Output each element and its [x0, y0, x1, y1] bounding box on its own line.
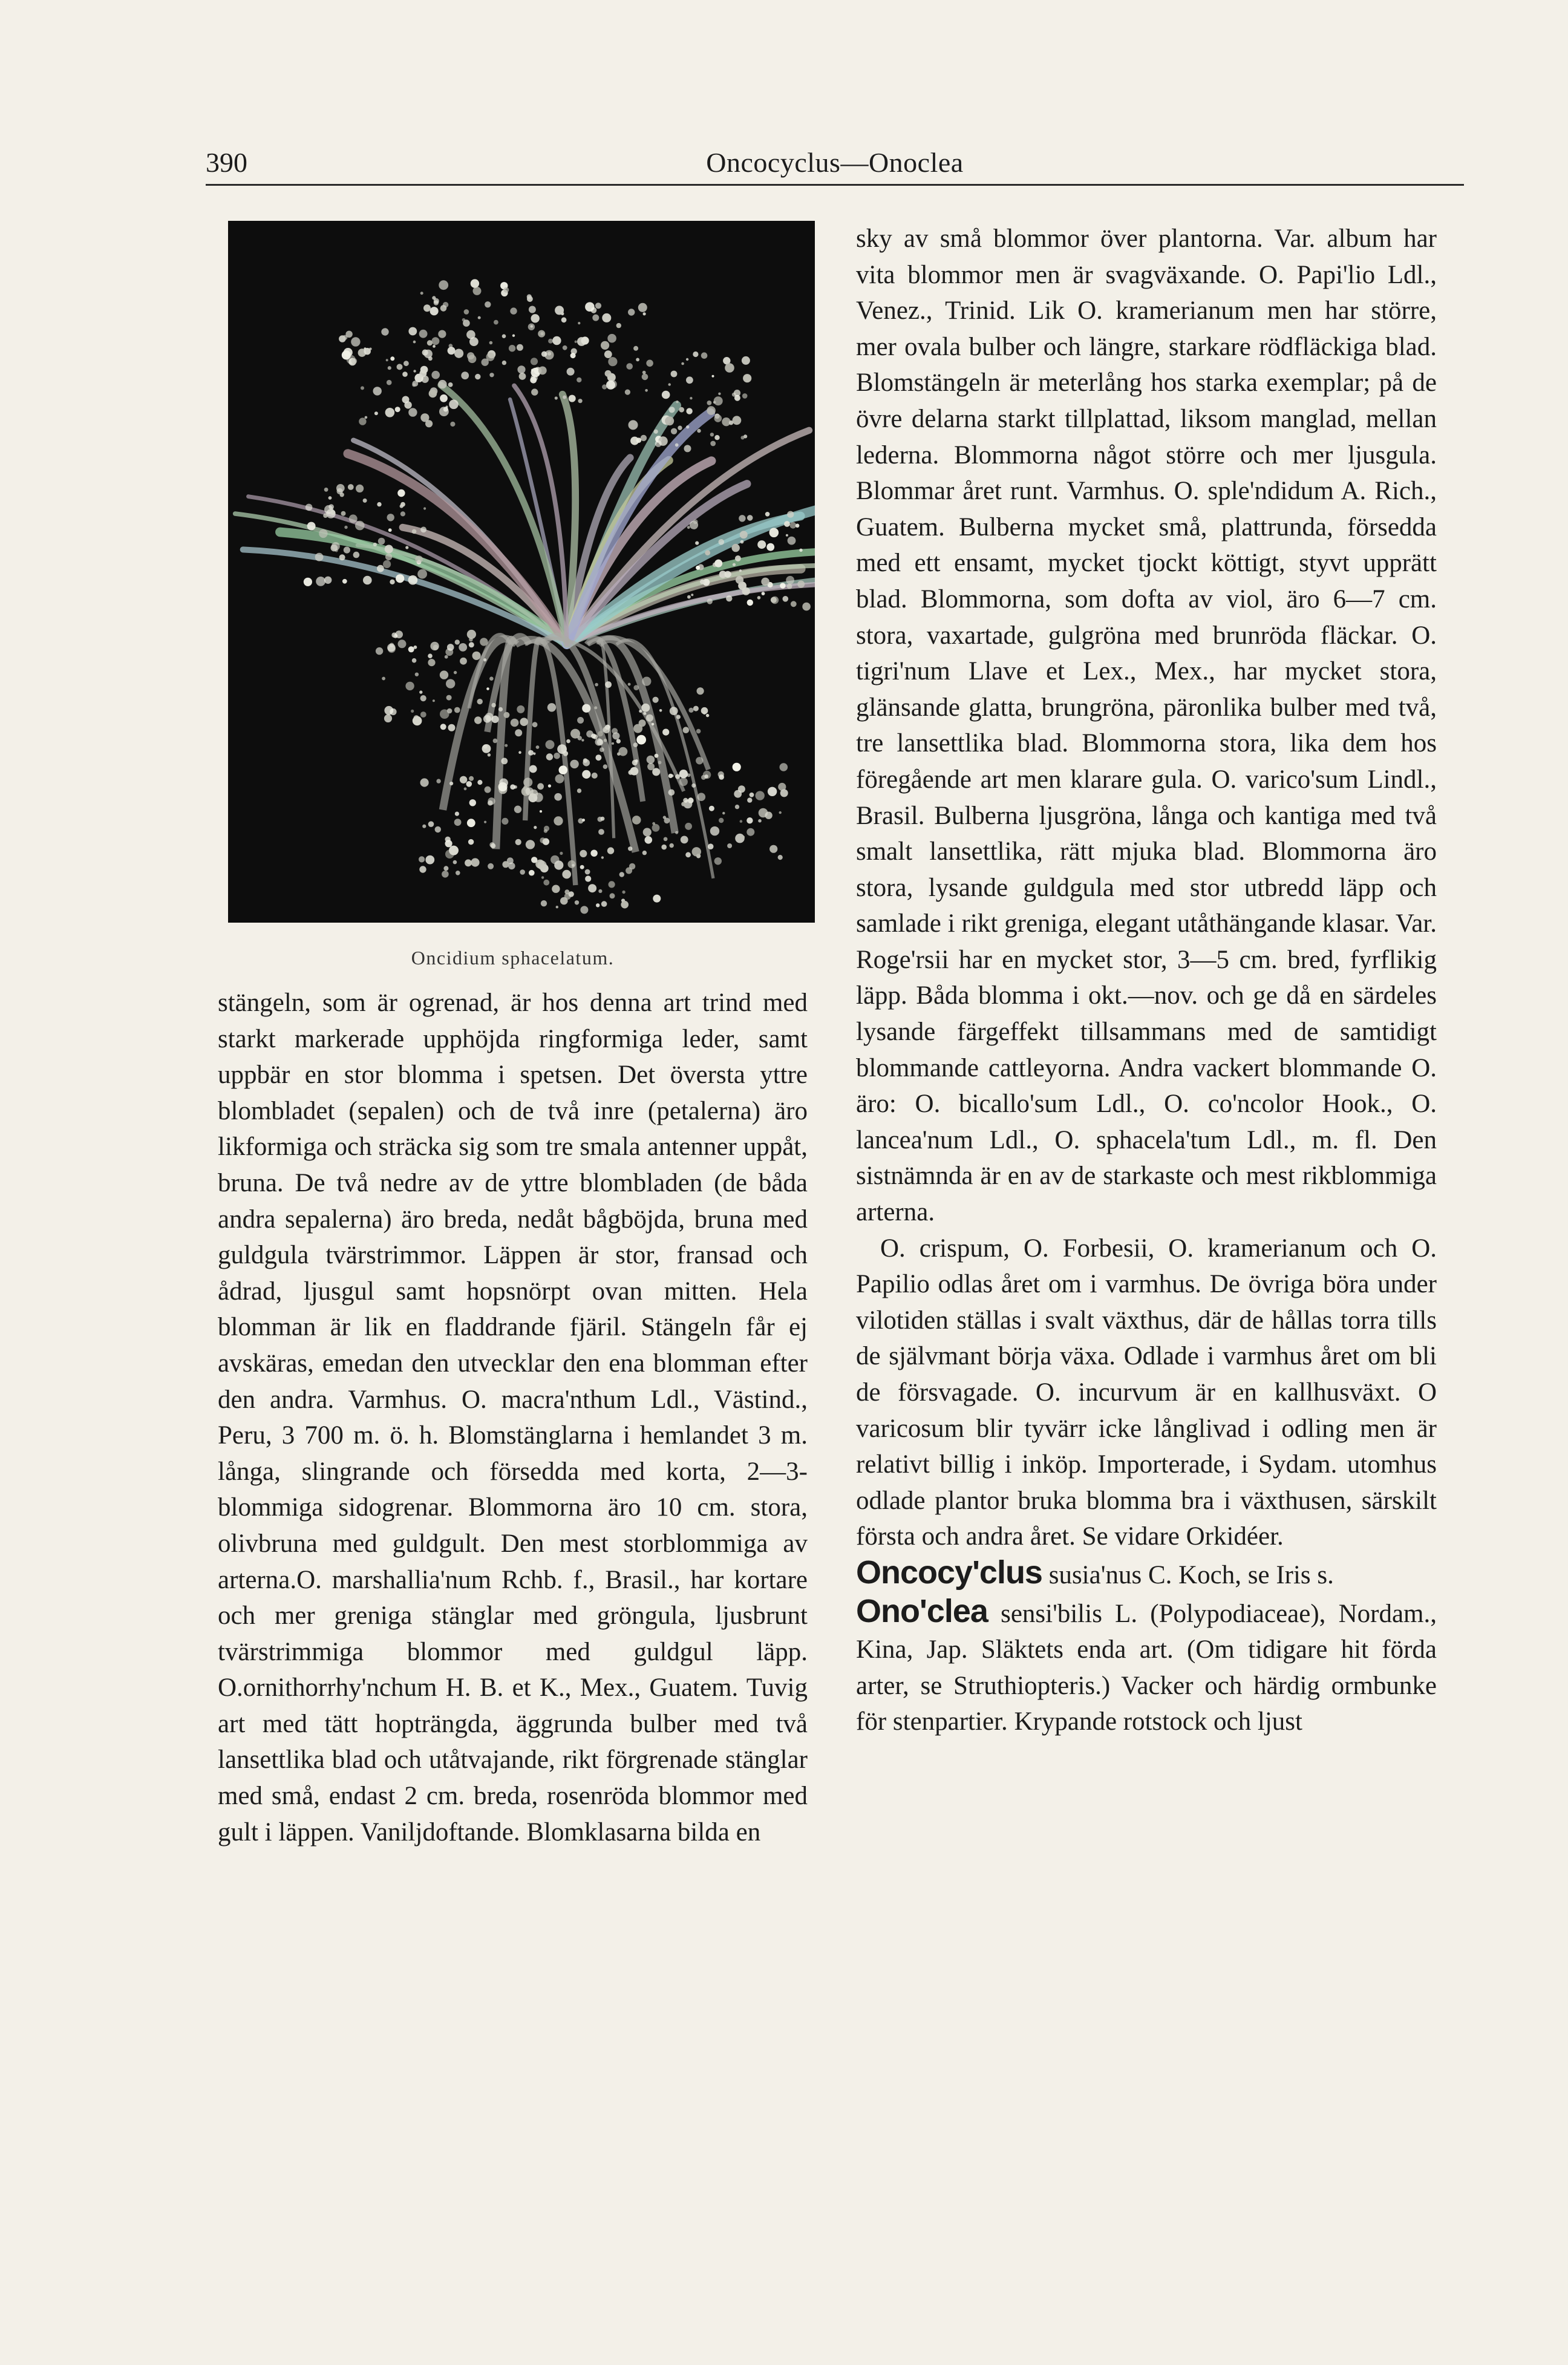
- entry-oncocyclus-text: susia'nus C. Koch, se Iris s.: [1048, 1560, 1334, 1589]
- right-column: [856, 221, 1437, 1740]
- running-head: Oncocyclus—Onoclea: [706, 147, 964, 178]
- left-column: [218, 221, 808, 1850]
- headword-onoclea: Ono'clea: [856, 1592, 988, 1629]
- entry-onoclea: [856, 1594, 1437, 1740]
- page-number: 390: [206, 147, 247, 178]
- figure-caption: Oncidium sphacelatum.: [411, 947, 615, 969]
- orchid-plant: [235, 279, 815, 914]
- headword-oncocyclus: Oncocy'clus: [856, 1554, 1042, 1591]
- entry-oncocyclus: [856, 1555, 1437, 1594]
- right-column-para-1: sky av små blommor över plantorna. Var. album har vita blommor men är svagväxande. O. Papi'lio Ldl., Venez., Trinid. Lik O. kramerianum men har större, mer ovala bulber och längre, starkare rödfläckiga blad. Blomstängeln är meterlång hos starka exemplar; på de övre delarna starkt tillplattad, liksom manglad, mellan lederna. Blommorna något större och mer ljusgula. Blommar året runt. Varmhus. O. sple'ndidum A. Rich., Guatem. Bulberna mycket små, plattrunda, försedda med ett ensamt, mycket tjockt köttigt, styvt upprätt blad. Blommorna, som dofta av viol, äro 6—7 cm. stora, vaxartade, gulgröna med brunröda fläckar. O. tigri'num Llave et Lex., Mex., har mycket stora, glänsande glatta, brungröna, päronlika bulber med två, tre lansettlika blad. Blommorna stora, lika dem hos föregående art men klarare gula. O. varico'sum Lindl., Brasil. Bulberna ljusgröna, långa och kantiga med två smalt lansettlika, rätt mjuka blad. Blommorna äro stora, lysande guldgula med stor utbredd läpp och samlade i rikt greniga, elegant utåthängande klasar. Var. Roge'rsii har en mycket stor, 3—5 cm. bred, fyrflikig läpp. Båda blomma i okt.—nov. och ge då en särdeles lysande färgeffekt tillsammans med de samtidigt blommande cattleyorna. Andra vackert blommande O. äro: O. bicallo'sum Ldl., O. co'ncolor Hook., O. lancea'num Ldl., O. sphacela'tum Ldl., m. fl. Den sistnämnda är en av de starkaste och mest rikblommiga arterna.: [856, 224, 1437, 1227]
- entry-onoclea-text: sensi'bilis L. (Polypodiaceae), Nordam., Kina, Jap. Släktets enda art. (Om tidigare hit förda arter, se Struthiopteris.) Vacker och härdig ormbunke för stenpartier. Krypande rotstock och ljust: [856, 1599, 1437, 1736]
- header-rule: [206, 184, 1464, 186]
- orchid-photo-icon: [228, 221, 815, 923]
- page-header: [206, 139, 1464, 188]
- orchid-photo-svg: [228, 221, 815, 923]
- right-column-para-2: O. crispum, O. Forbesii, O. kramerianum och O. Papilio odlas året om i varmhus. De övriga böra under vilotiden ställas i svalt växthus, där de hållas torra tills de självmant börja växa. Odlade i varmhus året om bli de försvagade. O. incurvum är en kallhusväxt. O varicosum blir tyvärr icke långlivad i odling men är relativt billig i inköp. Importerade, i Sydam. utomhus odlade plantor bruka blomma bra i växthusen, särskilt första och andra året. Se vidare Orkidéer.: [856, 1234, 1437, 1551]
- left-column-text: stängeln, som är ogrenad, är hos denna art trind med starkt markerade upphöjda ringformiga leder, samt uppbär en stor blomma i spetsen. Det översta yttre blombladet (sepalen) och de två inre (petalerna) äro likformiga och sträcka sig som tre smala antenner uppåt, bruna. De två nedre av de yttre blombladen (de båda andra sepalerna) äro breda, nedåt bågböjda, bruna med guldgula tvärstrimmor. Läppen är stor, fransad och ådrad, ljusgul samt hopsnörpt ovan mitten. Hela blomman är lik en fladdrande fjäril. Stängeln får ej avskäras, emedan den utvecklar den ena blomman efter den andra. Varmhus. O. macra'nthum Ldl., Västind., Peru, 3 700 m. ö. h. Blomstänglarna i hemlandet 3 m. långa, slingrande och försedda med korta, 2—3-blommiga sidogrenar. Blommorna äro 10 cm. stora, olivbruna med guldgult. Den mest storblommiga av arterna.O. marshallia'num Rchb. f., Brasil., har kortare och mer greniga stänglar med gröngula, ljusbrunt tvärstrimmiga blommor med guldgul läpp. O.ornithorrhy'nchum H. B. et K., Mex., Guatem. Tuvig art med tätt hopträngda, äggrunda bulber med två lansettlika blad och utåtvajande, rikt förgrenade stänglar med små, endast 2 cm. breda, rosenröda blommor med gult i läppen. Vaniljdoftande. Blomklasarna bilda en: [218, 989, 808, 1847]
